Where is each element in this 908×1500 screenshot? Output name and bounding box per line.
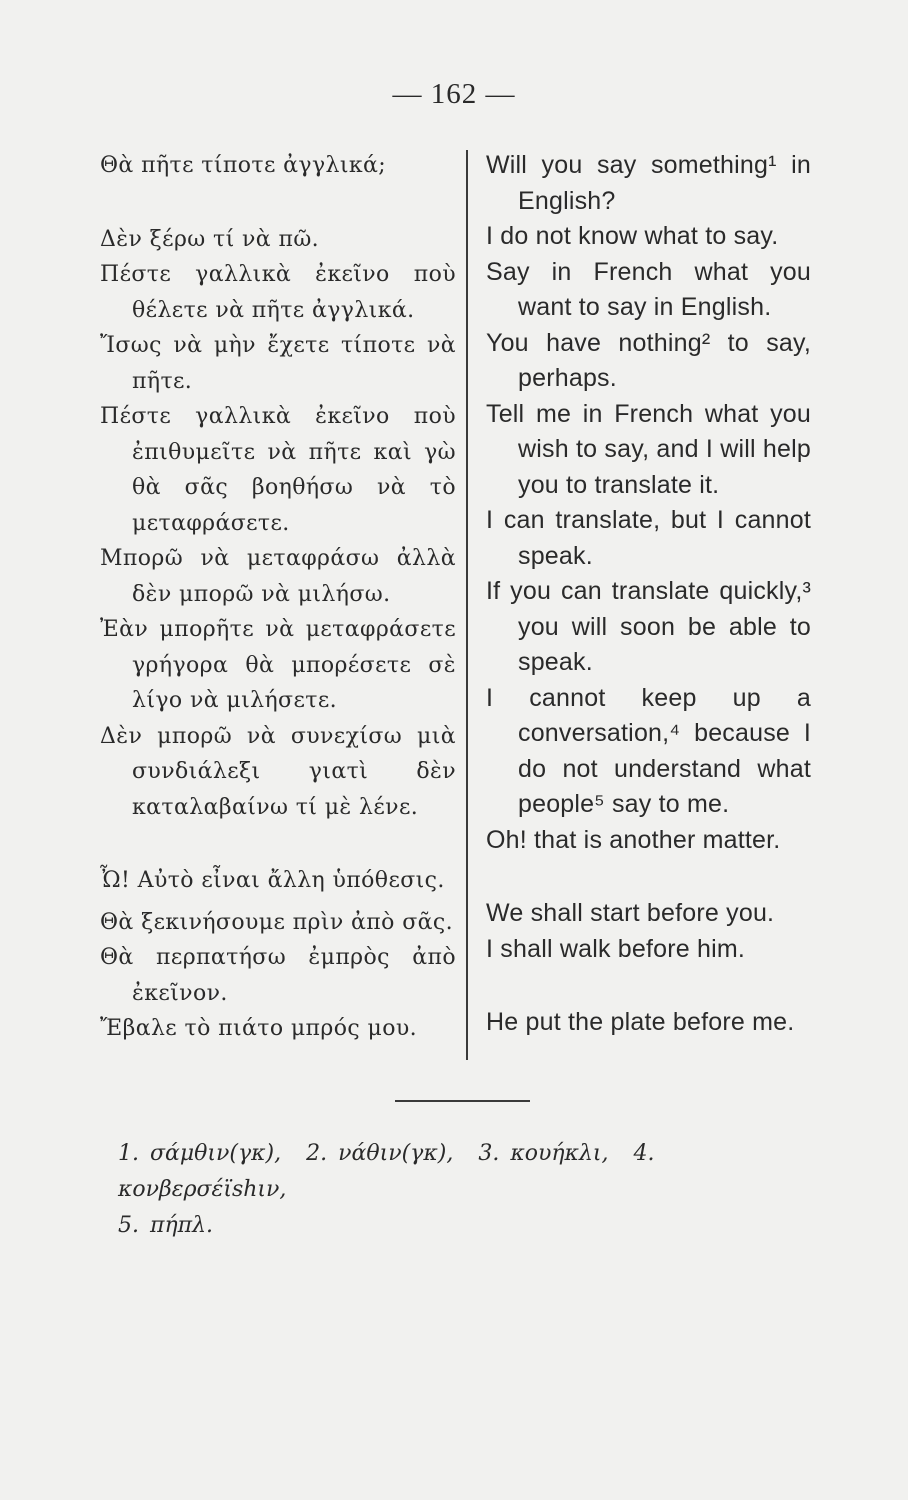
english-line: He put the plate before me. <box>486 1008 795 1036</box>
footnote: 2. νάθιν(γκ), <box>306 1141 454 1166</box>
footnote: 5. πήπλ. <box>118 1213 214 1238</box>
footnotes <box>118 1136 818 1244</box>
english-line: Say in French what you want to say in English. <box>486 257 811 321</box>
english-line: I can translate, but I cannot speak. <box>486 506 811 570</box>
english-line: You have nothing² to say, perhaps. <box>486 328 811 392</box>
greek-line: Μπορῶ νὰ μεταφράσω ἀλλὰ δὲν μπορῶ νὰ μιλήσω. <box>100 546 456 607</box>
english-line: Will you say something¹ in English? <box>486 151 811 215</box>
greek-line: Πέστε γαλλικὰ ἐκεῖνο ποὺ ἐπιθυμεῖτε νὰ πῆτε καὶ γὼ θὰ σᾶς βοηθήσω νὰ τὸ μεταφράσετε. <box>100 404 456 536</box>
english-line: I cannot keep up a conversation,⁴ because I do not understand what people⁵ say to me. <box>486 683 811 818</box>
english-line: I do not know what to say. <box>486 222 779 250</box>
footnote: 3. κουήκλι, <box>478 1141 609 1166</box>
footnote: 4. κονβερσέϊshιν, <box>118 1141 655 1202</box>
english-column <box>486 148 811 1041</box>
footnote-rule <box>395 1100 530 1102</box>
greek-line: Ἐὰν μπορῆτε νὰ μεταφράσετε γρήγορα θὰ μπορέσετε σὲ λίγο νὰ μιλήσετε. <box>100 617 456 713</box>
greek-line: Θὰ ξεκινήσουμε πρὶν ἀπὸ σᾶς. <box>100 909 453 935</box>
greek-line: Δὲν ξέρω τί νὰ πῶ. <box>100 226 320 252</box>
greek-line: Ἔβαλε τὸ πιάτο μπρός μου. <box>100 1016 418 1041</box>
greek-line: Δὲν μπορῶ νὰ συνεχίσω μιὰ συνδιάλεξι γιατὶ δὲν καταλαβαίνω τί μὲ λένε. <box>100 723 456 820</box>
greek-line: Ἴσως νὰ μὴν ἔχετε τίποτε νὰ πῆτε. <box>100 333 456 394</box>
english-line: I shall walk before him. <box>486 934 746 963</box>
english-line: Oh! that is another matter. <box>486 825 781 854</box>
greek-line: Ὦ! Αὐτὸ εἶναι ἄλλη ὑπόθεσις. <box>100 868 445 893</box>
footnote: 1. σάμθιν(γκ), <box>118 1141 282 1166</box>
greek-line: Θὰ πῆτε τίποτε ἀγγλικά; <box>100 153 387 178</box>
english-line: We shall start before you. <box>486 899 775 927</box>
greek-line: Πέστε γαλλικὰ ἐκεῖνο ποὺ θέλετε νὰ πῆτε ἀγγλικά. <box>100 262 456 323</box>
greek-line: Θὰ περπατήσω ἐμπρὸς ἀπὸ ἐκεῖνον. <box>100 945 456 1006</box>
page-number: — 162 — <box>392 78 516 110</box>
column-divider <box>466 150 468 1060</box>
greek-column <box>100 148 456 1047</box>
english-line: Tell me in French what you wish to say, and I will help you to translate it. <box>486 399 811 499</box>
english-line: If you can translate quickly,³ you will soon be able to speak. <box>486 577 811 676</box>
